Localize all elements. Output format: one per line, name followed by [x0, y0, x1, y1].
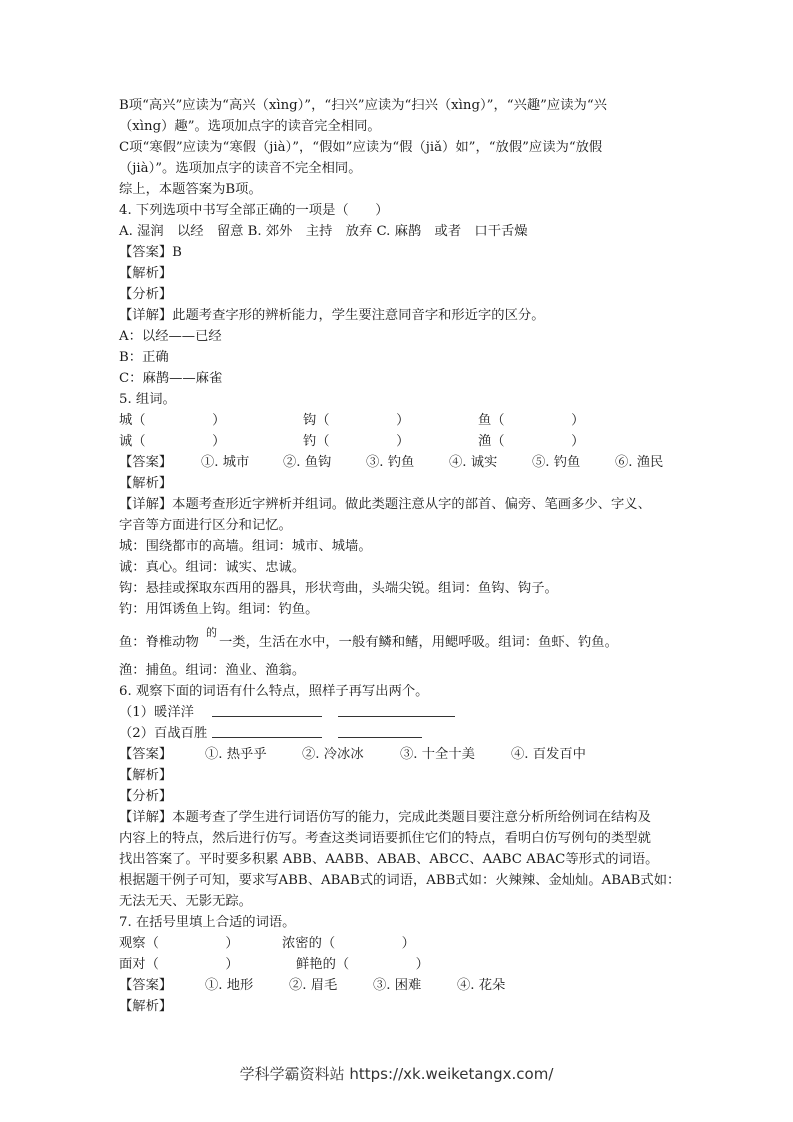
answer-item: ③. 十全十美 [400, 747, 475, 762]
example-word: （2）百战百胜 [119, 726, 208, 741]
answer-label: 【答案】 [119, 747, 173, 762]
explanation-line: 找出答案了。平时要多积累 ABB、AABB、ABAB、ABCC、AABC ABAC等形式的词语。 [119, 852, 659, 867]
answer-item: ①. 城市 [201, 455, 250, 470]
text-line: A：以经——已经 [119, 329, 222, 344]
word-blank: 钩（ ） [303, 413, 410, 428]
text-line: 钓：用饵诱鱼上钩。组词：钓鱼。 [119, 602, 319, 617]
fill-blank [212, 716, 322, 717]
answer-label: 【答案】 [119, 978, 173, 993]
word-blank: 鱼（ ） [478, 413, 585, 428]
question-4-options: A. 湿润 以经 留意 B. 郊外 主持 放弃 C. 麻鹊 或者 口干舌燥 [119, 224, 528, 239]
explanation-line: 根据题干例子可知，要求写ABB、ABAB式的词语，ABB式如：火辣辣、金灿灿。ABAB式如： [119, 873, 681, 888]
fill-blank [338, 716, 455, 717]
answer-item: ③. 钓鱼 [366, 455, 415, 470]
answer-item: ⑥. 渔民 [615, 455, 664, 470]
text-line: 钩：悬挂或探取东西用的器具，形状弯曲，头端尖锐。组词：鱼钩、钩子。 [119, 581, 558, 596]
word-blank: 观察（ ） [119, 936, 239, 951]
analysis-heading: 【解析】 [119, 999, 173, 1014]
text-line: （xìng）趣”。选项加点字的读音完全相同。 [119, 119, 381, 134]
text-line: B项“高兴”应读为“高兴（xìng）”，“扫兴”应读为“扫兴（xìng）”，“兴趣”应读为“兴 [119, 98, 607, 113]
analysis-heading: 【解析】 [119, 476, 173, 491]
analysis-heading: 【分析】 [119, 789, 173, 804]
word-blank: 鲜艳的（ ） [296, 957, 429, 972]
text-line: 城：围绕都市的高墙。组词：城市、城墙。 [119, 539, 372, 554]
answer-item: ⑤. 钓鱼 [532, 455, 581, 470]
example-word: （1）暖洋洋 [119, 705, 194, 720]
text-line: C项“寒假”应读为“寒假（jià）”，“假如”应读为“假（jiǎ）如”，“放假”应读为“放假 [119, 140, 603, 155]
explanation-line: 【详解】本题考查了学生进行词语仿写的能力，完成此类题目要注意分析所给例词在结构及 [119, 810, 651, 825]
word-blank: 面对（ ） [119, 957, 239, 972]
text-line-part: 一类，生活在水中，一般有鳞和鳍，用鳃呼吸。组词：鱼虾、钓鱼。 [219, 635, 618, 650]
question-6-title: 6. 观察下面的词语有什么特点，照样子再写出两个。 [119, 684, 429, 699]
answer-item: ①. 热乎乎 [205, 747, 267, 762]
analysis-heading: 【解析】 [119, 266, 173, 281]
explanation-line: 无法无天、无影无踪。 [119, 894, 252, 909]
answer-item: ②. 眉毛 [289, 978, 338, 993]
explanation-line: 【详解】此题考查字形的辨析能力，学生要注意同音字和形近字的区分。 [119, 308, 545, 323]
word-blank: 渔（ ） [478, 434, 585, 449]
analysis-heading: 【解析】 [119, 768, 173, 783]
answer-item: ④. 诚实 [449, 455, 498, 470]
raised-character: 的 [206, 626, 217, 639]
analysis-heading: 【分析】 [119, 287, 173, 302]
text-line-part: 鱼：脊椎动物 [119, 635, 199, 650]
word-blank: 诚（ ） [119, 434, 226, 449]
footer-watermark: 学科学霸资料站 https://xk.weiketangx.com/ [239, 1065, 554, 1083]
explanation-line: 【详解】本题考查形近字辨析并组词。做此类题注意从字的部首、偏旁、笔画多少、字义、 [119, 497, 651, 512]
answer-item: ②. 鱼钩 [283, 455, 332, 470]
explanation-line: 字音等方面进行区分和记忆。 [119, 518, 292, 533]
answer-label: 【答案】 [119, 455, 173, 470]
question-7-title: 7. 在括号里填上合适的词语。 [119, 915, 296, 930]
word-blank: 浓密的（ ） [282, 936, 415, 951]
answer-line: 【答案】B [119, 245, 182, 260]
answer-item: ②. 冷冰冰 [302, 747, 364, 762]
fill-blank [212, 737, 322, 738]
answer-item: ④. 百发百中 [511, 747, 586, 762]
question-5-title: 5. 组词。 [119, 392, 176, 407]
answer-item: ④. 花朵 [457, 978, 506, 993]
question-4-title: 4. 下列选项中书写全部正确的一项是（ ） [119, 203, 389, 218]
text-line: 诚：真心。组词：诚实、忠诚。 [119, 560, 306, 575]
explanation-line: 内容上的特点，然后进行仿写。考查这类词语要抓住它们的特点，看明白仿写例句的类型就 [119, 831, 651, 846]
fill-blank [338, 737, 422, 738]
text-line: B：正确 [119, 350, 169, 365]
word-blank: 钓（ ） [303, 434, 410, 449]
answer-item: ①. 地形 [205, 978, 254, 993]
text-line: 渔：捕鱼。组词：渔业、渔翁。 [119, 663, 306, 678]
text-line: 综上，本题答案为B项。 [119, 182, 262, 197]
word-blank: 城（ ） [119, 413, 226, 428]
text-line: C：麻鹊——麻雀 [119, 371, 223, 386]
text-line: （jià）”。选项加点字的读音不完全相同。 [119, 161, 362, 176]
answer-item: ③. 困难 [373, 978, 422, 993]
